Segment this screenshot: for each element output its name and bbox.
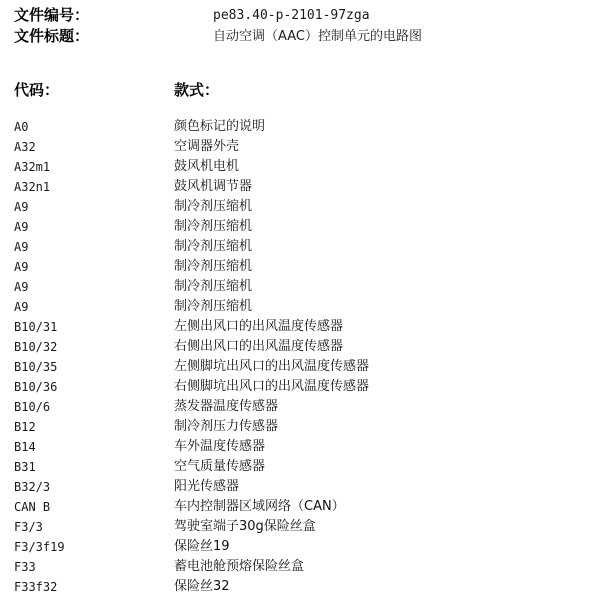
component-code: CAN B xyxy=(14,500,51,514)
component-code: B10/35 xyxy=(14,360,58,374)
list-item xyxy=(14,417,584,437)
list-item xyxy=(14,237,584,257)
component-name: 蓄电池舱预熔保险丝盒 xyxy=(174,559,305,574)
component-name: 左侧脚坑出风口的出风温度传感器 xyxy=(174,359,370,374)
code-column-header: 代码： xyxy=(14,81,60,99)
component-code: A9 xyxy=(14,280,29,294)
list-item xyxy=(14,517,584,537)
list-item xyxy=(14,437,584,457)
component-name: 制冷剂压缩机 xyxy=(174,199,253,214)
component-code: A32n1 xyxy=(14,180,51,194)
component-code: F33f32 xyxy=(14,580,58,594)
component-code: B10/36 xyxy=(14,380,58,394)
component-code: A9 xyxy=(14,200,29,214)
component-list xyxy=(14,117,584,597)
list-item xyxy=(14,157,584,177)
component-name: 制冷剂压力传感器 xyxy=(174,419,279,434)
component-code: B12 xyxy=(14,420,36,434)
component-name: 车外温度传感器 xyxy=(174,439,266,454)
component-name: 空调器外壳 xyxy=(174,139,240,154)
file-number-label: 文件编号： xyxy=(14,6,90,24)
component-name: 左侧出风口的出风温度传感器 xyxy=(174,319,344,334)
list-item xyxy=(14,497,584,517)
list-item xyxy=(14,357,584,377)
list-item xyxy=(14,177,584,197)
list-item xyxy=(14,217,584,237)
component-code: F3/3 xyxy=(14,520,43,534)
name-column-header: 款式： xyxy=(174,81,220,99)
component-name: 保险丝19 xyxy=(174,539,230,554)
component-name: 鼓风机调节器 xyxy=(174,179,253,194)
list-item xyxy=(14,197,584,217)
component-code: A9 xyxy=(14,300,29,314)
component-name: 右侧出风口的出风温度传感器 xyxy=(174,339,344,354)
component-code: A32 xyxy=(14,140,36,154)
list-item xyxy=(14,557,584,577)
file-title-row xyxy=(14,26,584,47)
component-name: 颜色标记的说明 xyxy=(174,119,266,134)
component-name: 驾驶室端子30g保险丝盒 xyxy=(174,519,316,534)
component-code: B10/31 xyxy=(14,320,58,334)
component-code: F33 xyxy=(14,560,36,574)
component-name: 制冷剂压缩机 xyxy=(174,279,253,294)
component-name: 空气质量传感器 xyxy=(174,459,266,474)
component-code: A0 xyxy=(14,120,29,134)
component-name: 制冷剂压缩机 xyxy=(174,219,253,234)
list-item xyxy=(14,117,584,137)
component-code: B10/6 xyxy=(14,400,51,414)
component-name: 制冷剂压缩机 xyxy=(174,259,253,274)
list-item xyxy=(14,397,584,417)
list-item xyxy=(14,137,584,157)
list-item xyxy=(14,457,584,477)
component-code: A9 xyxy=(14,220,29,234)
file-title-label: 文件标题： xyxy=(14,27,90,45)
list-item xyxy=(14,297,584,317)
component-code: B14 xyxy=(14,440,36,454)
list-item xyxy=(14,277,584,297)
component-name: 阳光传感器 xyxy=(174,479,240,494)
list-item xyxy=(14,377,584,397)
component-code: B31 xyxy=(14,460,36,474)
component-code: A9 xyxy=(14,240,29,254)
list-item xyxy=(14,337,584,357)
component-name: 右侧脚坑出风口的出风温度传感器 xyxy=(174,379,370,394)
component-name: 鼓风机电机 xyxy=(174,159,240,174)
component-code: A9 xyxy=(14,260,29,274)
document-header xyxy=(14,5,584,47)
component-code: A32m1 xyxy=(14,160,51,174)
component-code: B10/32 xyxy=(14,340,58,354)
list-item xyxy=(14,317,584,337)
list-item xyxy=(14,577,584,597)
component-name: 制冷剂压缩机 xyxy=(174,299,253,314)
list-item xyxy=(14,537,584,557)
component-name: 车内控制器区域网络（CAN） xyxy=(174,499,345,514)
file-title-value: 自动空调（AAC）控制单元的电路图 xyxy=(213,29,422,44)
file-number-value: pe83.40-p-2101-97zga xyxy=(213,8,370,23)
component-code: F3/3f19 xyxy=(14,540,65,554)
component-name: 蒸发器温度传感器 xyxy=(174,399,279,414)
list-item xyxy=(14,257,584,277)
component-name: 制冷剂压缩机 xyxy=(174,239,253,254)
component-name: 保险丝32 xyxy=(174,579,230,594)
column-headers xyxy=(14,79,219,101)
file-number-row xyxy=(14,5,584,26)
list-item xyxy=(14,477,584,497)
component-code: B32/3 xyxy=(14,480,51,494)
